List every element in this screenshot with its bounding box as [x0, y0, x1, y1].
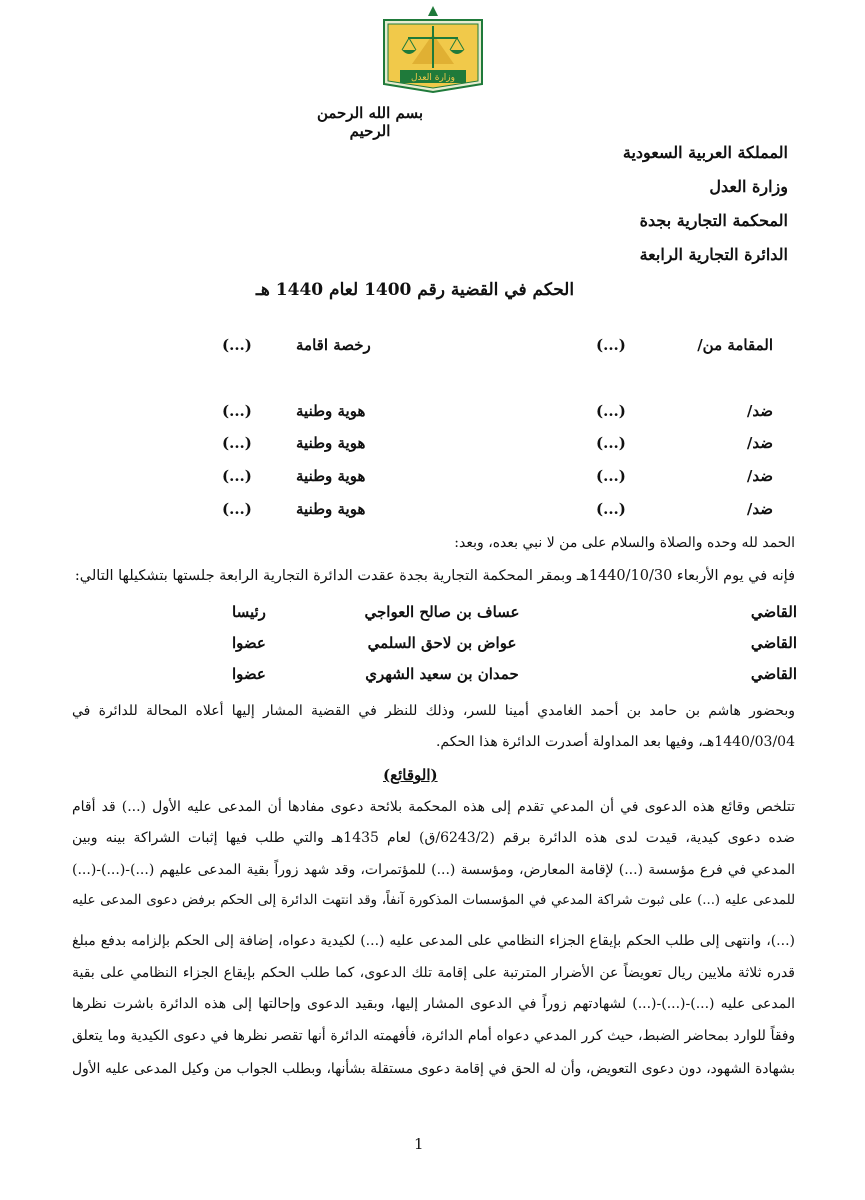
party-row-defendant	[0, 402, 865, 424]
session-line: فإنه في يوم الأربعاء 1440/10/30هـ وبمقر المحكمة التجارية بجدة عقدت الدائرة التجارية الرابعة جلستها بتشكيلها التالي:	[74, 568, 795, 584]
party-id-type: هوية وطنية	[296, 500, 366, 518]
facts-line: تتلخص وقائع هذه الدعوى في أن المدعي تقدم إلى هذه المحكمة بلائحة دعوى مفادها أن المدعى عليه الأول (...) قد أقام	[72, 799, 795, 815]
party-id: (...)	[222, 500, 252, 518]
party-label: ضد/	[746, 434, 773, 452]
party-row-defendant	[0, 467, 865, 489]
party-row-plaintiff	[0, 336, 865, 358]
presence-line: 1440/03/04هـ، وفيها بعد المداولة أصدرت الدائرة هذا الحكم.	[435, 734, 795, 750]
party-id: (...)	[222, 434, 252, 452]
header-court: المحكمة التجارية بجدة	[639, 211, 788, 230]
judge-role: عضوا	[232, 634, 266, 652]
party-label: ضد/	[746, 500, 773, 518]
case-title: الحكم في القضية رقم 1400 لعام 1440 هـ	[255, 280, 575, 300]
page-number: 1	[414, 1135, 424, 1153]
party-id: (...)	[222, 336, 252, 354]
document-header	[623, 136, 788, 272]
judge-role: عضوا	[232, 665, 266, 683]
judge-name: حمدان بن سعيد الشهري	[365, 665, 519, 683]
judge-title: القاضي	[750, 665, 797, 683]
header-kingdom: المملكة العربية السعودية	[622, 143, 788, 162]
party-row-defendant	[0, 500, 865, 522]
judge-name: عساف بن صالح العواجي	[364, 603, 520, 621]
header-circuit: الدائرة التجارية الرابعة	[639, 245, 788, 264]
party-row-defendant	[0, 434, 865, 456]
party-id: (...)	[222, 402, 252, 420]
party-name: (...)	[596, 336, 626, 354]
judge-row	[0, 603, 865, 627]
judge-name: عواض بن لاحق السلمي	[367, 634, 517, 652]
ministry-emblem-logo	[378, 4, 488, 94]
party-id: (...)	[222, 467, 252, 485]
facts-line: للمدعى عليه (...) على ثبوت شراكة المدعي في المؤسسات المذكورة آنفاً، وقد انتهت الدائرة إلى الحكم برفض دعوى المدعى عليه	[72, 893, 795, 908]
party-id-type: هوية وطنية	[296, 402, 366, 420]
judge-row	[0, 634, 865, 658]
presence-line: وبحضور هاشم بن حامد بن أحمد الغامدي أمينا للسر، وذلك للنظر في القضية المشار إليها أعلاه المحالة للدائرة في	[72, 703, 795, 719]
party-id-type: رخصة اقامة	[296, 336, 371, 354]
party-name: (...)	[596, 500, 626, 518]
facts-line: المدعي في فرع مؤسسة (...) لإقامة المعارض، ومؤسسة (...) للمؤتمرات، وقد شهد زوراً بقية المدعى عليهم (...)-(...)-(...)	[72, 862, 795, 878]
party-label: ضد/	[746, 467, 773, 485]
header-ministry: وزارة العدل	[709, 177, 788, 196]
judge-row	[0, 665, 865, 689]
judge-role: رئيسا	[232, 603, 266, 621]
party-id-type: هوية وطنية	[296, 467, 366, 485]
emblem-text: وزارة العدل	[411, 73, 455, 83]
party-name: (...)	[596, 402, 626, 420]
facts-line: المدعى عليه (...)-(...)-(...) لشهادتهم زوراً في الدعوى المشار إليها، وبقيد الدعوى وإحالتها إلى هذه الدائرة باشرت نظرها	[72, 996, 795, 1012]
facts-heading: (الوقائع)	[383, 766, 438, 784]
judge-title: القاضي	[750, 603, 797, 621]
party-name: (...)	[596, 434, 626, 452]
facts-line: بشهادة الشهود، دون دعوى التعويض، وأن له الحق في إقامة دعوى مستقلة بشأنها، وبطلب الجواب من وكيل المدعى عليه الأول	[72, 1061, 795, 1077]
facts-line: وفقاً للوارد بمحاضر الضبط، حيث كرر المدعي دعواه أمام الدائرة، فأفهمته الدائرة أنها تقصر نظرها في دعوى الكيدية وما يتعلق	[72, 1028, 795, 1044]
judge-title: القاضي	[750, 634, 797, 652]
party-label: المقامة من/	[697, 336, 773, 354]
facts-line: ضده دعوى كيدية، قيدت لدى هذه الدائرة برقم (6243/2/ق) لعام 1435هـ والتي طلب فيها إثبات الشراكة بينه وبين	[72, 830, 795, 846]
basmala: بسم الله الرحمن الرحيم	[316, 104, 424, 140]
facts-line: قدره ثلاثة ملايين ريال تعويضاً عن الأضرار المترتبة على إقامة تلك الدعوى، كما طلب الحكم بإيقاع الجزاء النظامي على بقية	[72, 965, 795, 981]
party-id-type: هوية وطنية	[296, 434, 366, 452]
opening-line: الحمد لله وحده والصلاة والسلام على من لا نبي بعده، وبعد:	[454, 535, 795, 551]
facts-line: (...)، وانتهى إلى طلب الحكم بإيقاع الجزاء النظامي على المدعى عليه (...) لكيدية دعواه، إضافة إلى الحكم بإلزامه بدفع مبلغ	[72, 933, 795, 949]
party-label: ضد/	[746, 402, 773, 420]
party-name: (...)	[596, 467, 626, 485]
